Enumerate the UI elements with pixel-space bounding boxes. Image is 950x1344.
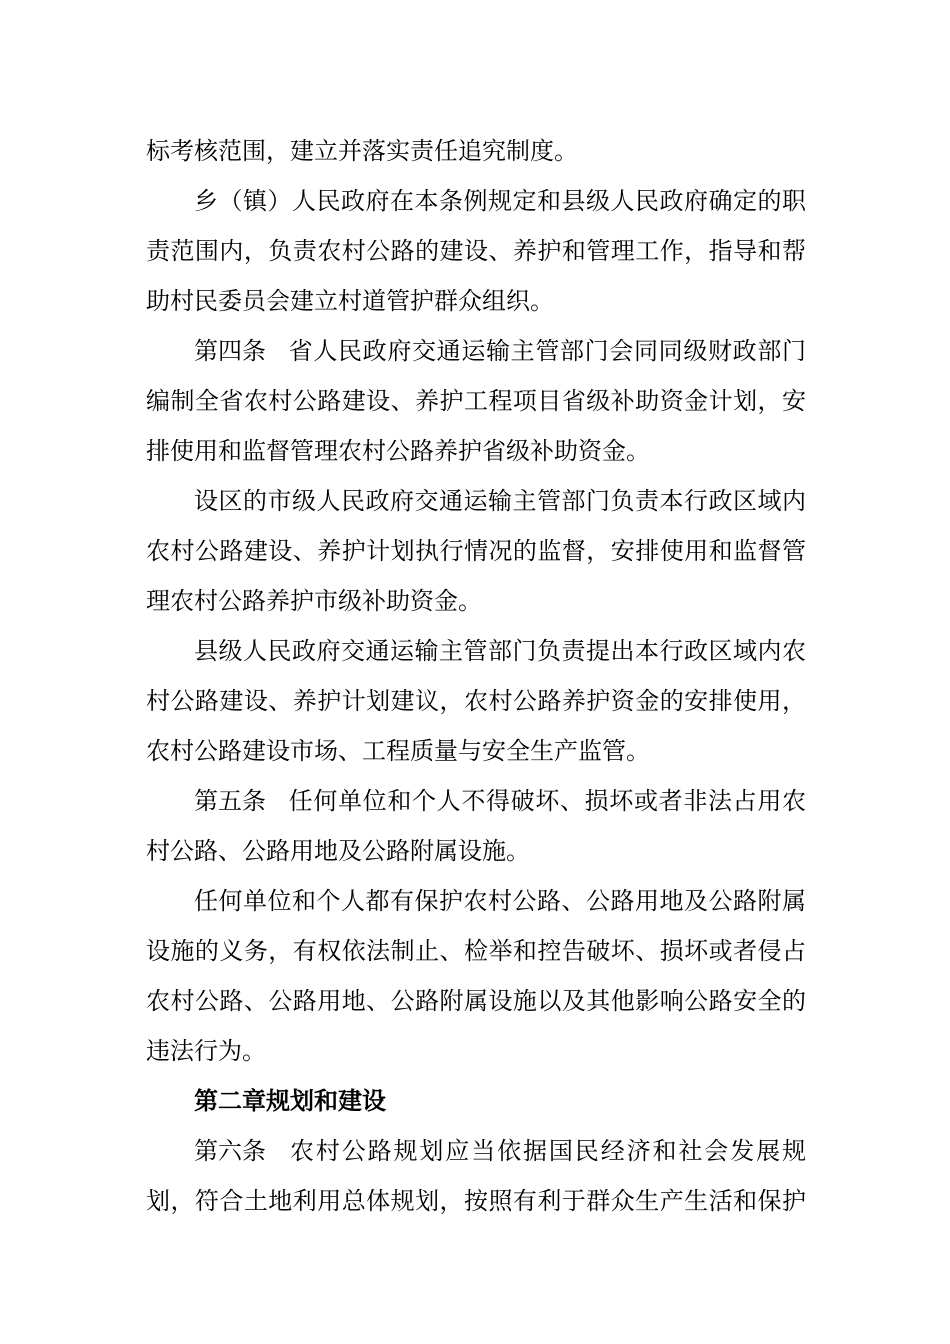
article-5-line	[194, 786, 806, 816]
paragraph-line: 村公路建设、养护计划建议，农村公路养护资金的安排使用，	[146, 687, 806, 715]
article-text: 任何单位和个人不得破坏、损坏或者非法占用农	[288, 787, 806, 815]
paragraph-line: 设区的市级人民政府交通运输主管部门负责本行政区域内	[194, 487, 806, 515]
paragraph-line: 农村公路、公路用地、公路附属设施以及其他影响公路安全的	[146, 987, 806, 1015]
paragraph-line: 农村公路建设、养护计划执行情况的监督，安排使用和监督管	[146, 537, 806, 565]
article-number: 第四条	[194, 337, 266, 365]
paragraph-line: 责范围内，负责农村公路的建设、养护和管理工作，指导和帮	[146, 237, 806, 265]
paragraph-line: 村公路、公路用地及公路附属设施。	[146, 837, 530, 865]
paragraph-line: 违法行为。	[146, 1037, 266, 1065]
article-text: 农村公路规划应当依据国民经济和社会发展规	[288, 1137, 806, 1165]
paragraph-line: 排使用和监督管理农村公路养护省级补助资金。	[146, 437, 650, 465]
paragraph-line: 县级人民政府交通运输主管部门负责提出本行政区域内农	[194, 637, 806, 665]
paragraph-line: 助村民委员会建立村道管护群众组织。	[146, 287, 554, 315]
chapter-heading: 第二章规划和建设	[194, 1086, 386, 1115]
paragraph-line: 乡（镇）人民政府在本条例规定和县级人民政府确定的职	[194, 187, 806, 215]
paragraph-line: 任何单位和个人都有保护农村公路、公路用地及公路附属	[194, 887, 806, 915]
article-4-line	[194, 336, 806, 366]
paragraph-line: 农村公路建设市场、工程质量与安全生产监管。	[146, 737, 650, 765]
paragraph-line: 编制全省农村公路建设、养护工程项目省级补助资金计划，安	[146, 387, 806, 415]
article-6-line	[194, 1136, 806, 1166]
paragraph-line: 标考核范围，建立并落实责任追究制度。	[146, 137, 578, 165]
paragraph-line: 设施的义务，有权依法制止、检举和控告破坏、损坏或者侵占	[146, 937, 806, 965]
article-number: 第五条	[194, 787, 266, 815]
article-text: 省人民政府交通运输主管部门会同同级财政部门	[288, 337, 806, 365]
article-number: 第六条	[194, 1137, 266, 1165]
paragraph-line: 划，符合土地利用总体规划，按照有利于群众生产生活和保护	[146, 1187, 806, 1215]
paragraph-line: 理农村公路养护市级补助资金。	[146, 587, 482, 615]
